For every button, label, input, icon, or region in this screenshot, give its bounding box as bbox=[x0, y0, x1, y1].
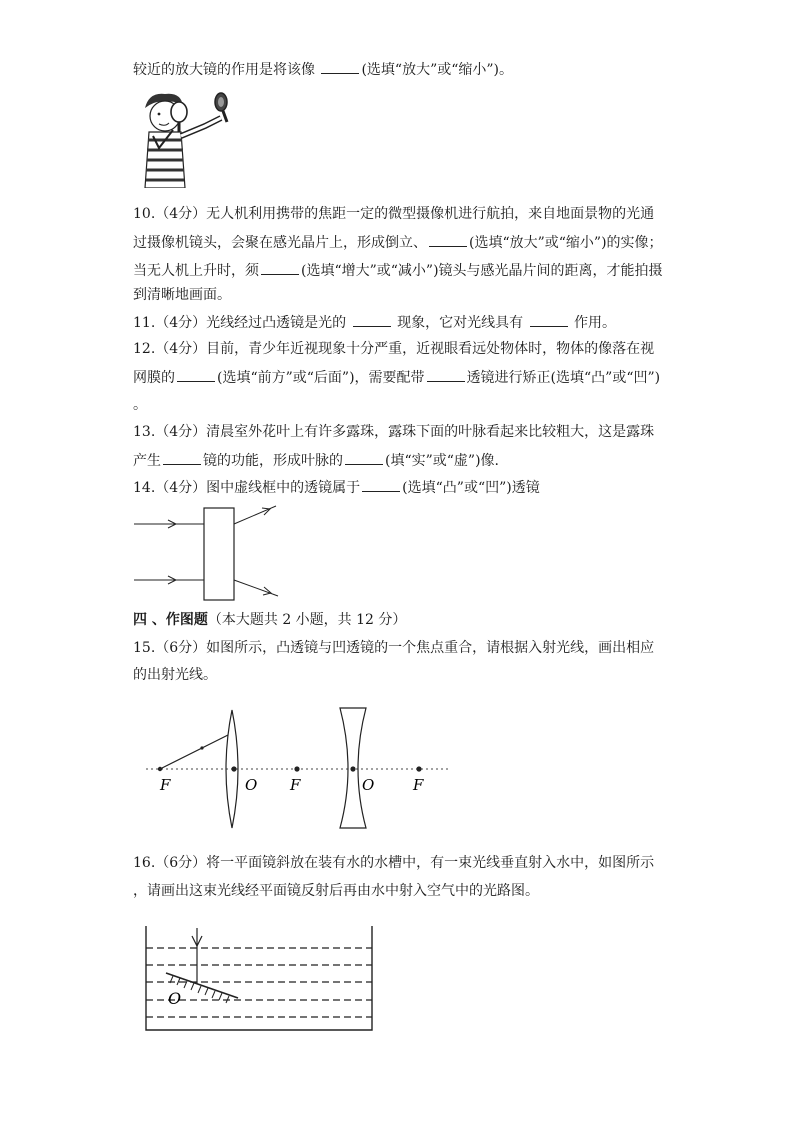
q13-line2-b: 镜的功能，形成叶脉的 bbox=[203, 453, 343, 469]
answer-blank bbox=[177, 367, 215, 382]
answer-blank bbox=[163, 450, 201, 465]
q14-line bbox=[133, 477, 540, 498]
q16-line1: 16.（6分）将一平面镜斜放在装有水的水槽中，有一束光线垂直射入水中，如图所示 bbox=[133, 855, 655, 871]
focus-label-f2: F bbox=[290, 776, 301, 794]
q12-line2-a: 网膜的 bbox=[133, 370, 175, 386]
q11-line bbox=[133, 312, 616, 333]
q16-water-tank-figure bbox=[140, 920, 380, 1035]
q10-line2-b: (选填“放大”或“缩小”)的实像； bbox=[469, 235, 663, 251]
q11-b: 现象，它对光线具有 bbox=[392, 315, 528, 331]
answer-blank bbox=[427, 367, 465, 382]
center-label-o1: O bbox=[245, 776, 258, 794]
q9-tail-text: 较近的放大镜的作用是将该像 bbox=[133, 62, 320, 78]
q10-line2-a: 过摄像机镜头，会聚在感光晶片上，形成倒立、 bbox=[133, 235, 427, 251]
q10-line3-b: (选填“增大”或“减小”)镜头与感光晶片间的距离，才能拍摄 bbox=[301, 263, 663, 279]
q14-a: 14.（4分）图中虚线框中的透镜属于 bbox=[133, 480, 361, 496]
q12-line2-c: 透镜进行矫正(选填“凸”或“凹”) bbox=[466, 370, 661, 386]
answer-blank bbox=[261, 260, 299, 275]
q9-tail-line bbox=[133, 59, 513, 80]
q10-line4: 到清晰地画面。 bbox=[133, 287, 231, 303]
boy-magnifier-illustration bbox=[135, 88, 235, 188]
q16-line2: ，请画出这束光线经平面镜反射后再由水中射入空气中的光路图。 bbox=[133, 883, 539, 899]
answer-blank bbox=[345, 450, 383, 465]
q13-line2 bbox=[133, 450, 499, 471]
q12-line2-b: (选填“前方”或“后面”)，需要配带 bbox=[217, 370, 425, 386]
q10-line2 bbox=[133, 232, 663, 253]
q12-line3: 。 bbox=[133, 397, 147, 413]
section-note: （本大题共 2 小题，共 12 分） bbox=[207, 612, 407, 628]
q15-line2: 的出射光线。 bbox=[133, 667, 217, 683]
q14-lens-box-figure bbox=[130, 504, 290, 604]
q10-line3 bbox=[133, 260, 663, 281]
q12-line2 bbox=[133, 367, 660, 388]
mirror-point-label: O bbox=[168, 989, 182, 1008]
q13-line2-c: (填“实”或“虚”)像. bbox=[385, 453, 500, 469]
q14-b: (选填“凸”或“凹”)透镜 bbox=[402, 480, 540, 496]
q11-a: 11.（4分）光线经过凸透镜是光的 bbox=[133, 315, 351, 331]
answer-blank bbox=[353, 312, 391, 327]
q10-line1: 10.（4分）无人机利用携带的焦距一定的微型摄像机进行航拍，来自地面景物的光通 bbox=[133, 206, 655, 222]
answer-blank bbox=[429, 232, 467, 247]
focus-label-f1: F bbox=[160, 776, 171, 794]
q10-line3-a: 当无人机上升时，须 bbox=[133, 263, 259, 279]
focus-label-f3: F bbox=[413, 776, 424, 794]
q15-lens-figure bbox=[140, 700, 460, 835]
q15-line1: 15.（6分）如图所示，凸透镜与凹透镜的一个焦点重合，请根据入射光线，画出相应 bbox=[133, 640, 655, 656]
section-heading bbox=[133, 610, 406, 630]
q9-tail-suffix: (选填“放大”或“缩小”)。 bbox=[361, 62, 514, 78]
q11-c: 作用。 bbox=[569, 315, 616, 331]
section-title: 四 、作图题 bbox=[133, 612, 208, 628]
answer-blank bbox=[530, 312, 568, 327]
center-label-o2: O bbox=[362, 776, 375, 794]
answer-blank bbox=[321, 59, 359, 74]
q12-line1: 12.（4分）目前，青少年近视现象十分严重，近视眼看远处物体时，物体的像落在视 bbox=[133, 341, 655, 357]
q13-line1: 13.（4分）清晨室外花叶上有许多露珠，露珠下面的叶脉看起来比较粗大，这是露珠 bbox=[133, 424, 655, 440]
answer-blank bbox=[362, 477, 400, 492]
q13-line2-a: 产生 bbox=[133, 453, 161, 469]
